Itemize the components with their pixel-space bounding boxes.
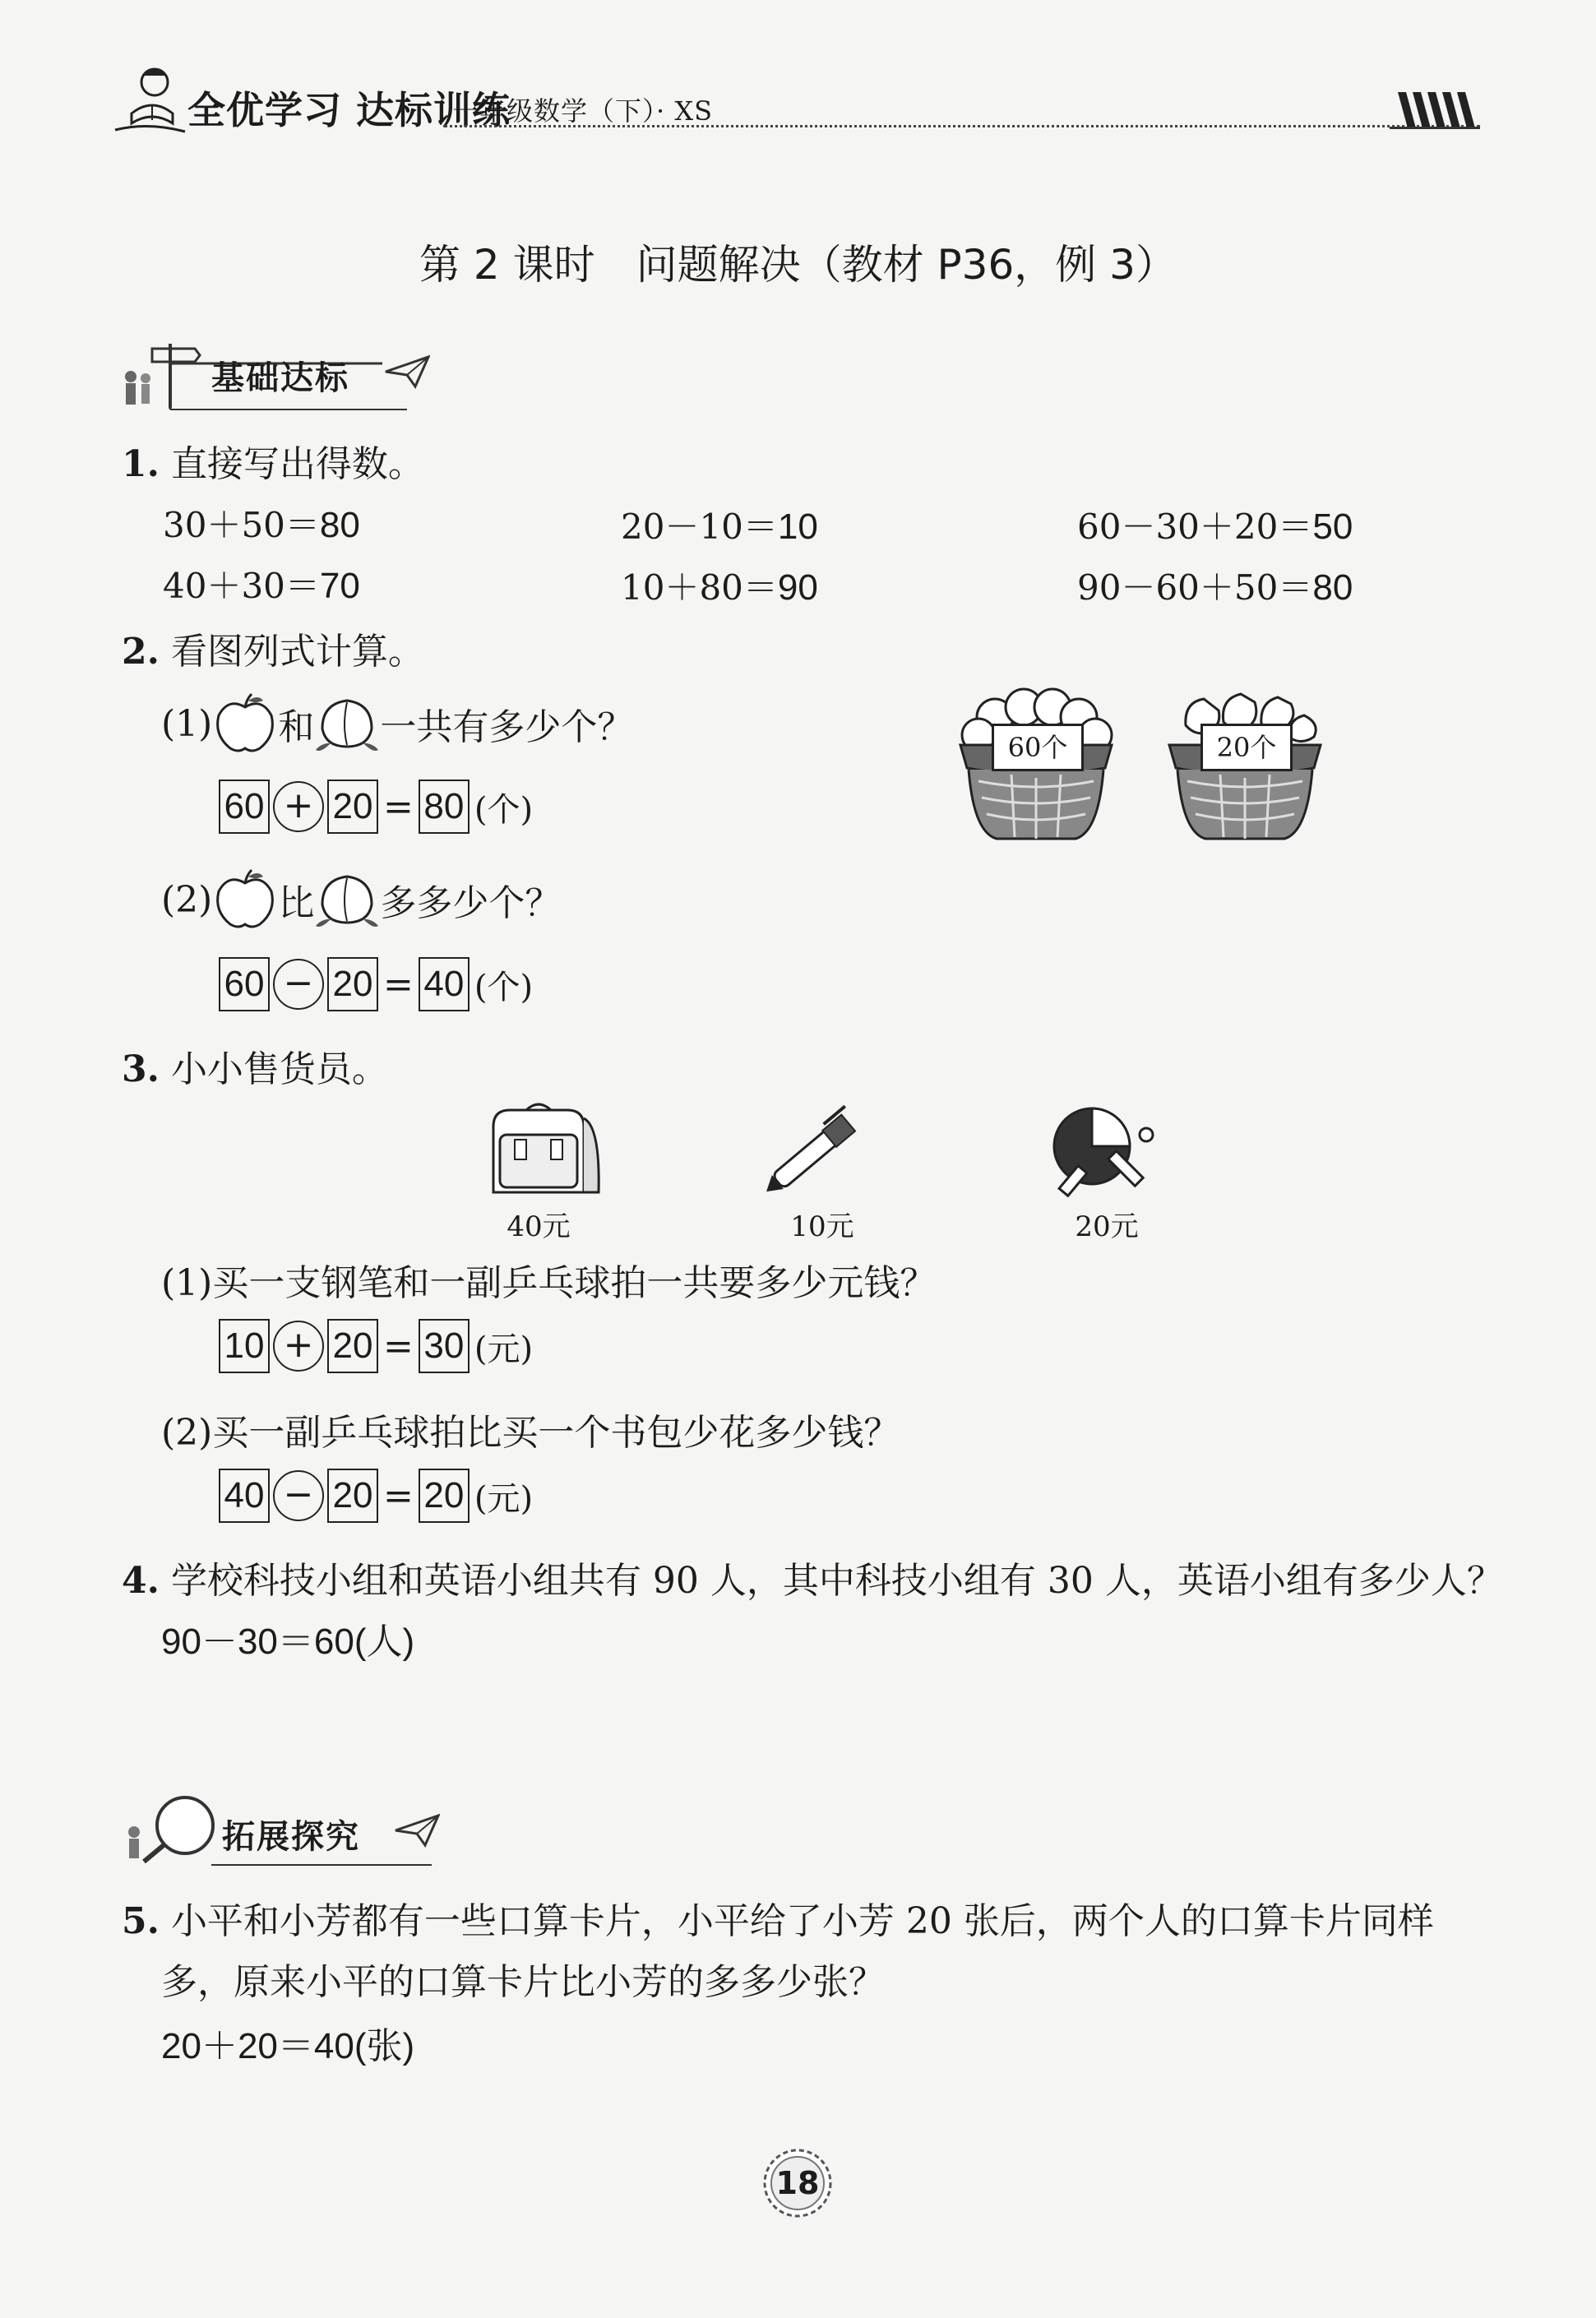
question-4-prompt [122,1551,1503,1603]
basket-label: 60个 [992,724,1084,771]
pen-icon [756,1094,880,1201]
unit-label: (元) [474,1330,534,1368]
magnifier-icon [119,1793,218,1867]
lesson-title: 第 2 课时 问题解决（教材 P36，例 3） [419,241,1177,289]
operator-circle: − [273,959,324,1010]
answer-box: 20 [327,1319,378,1373]
header-stripes-icon [1398,92,1484,128]
unit-label: (个) [474,968,534,1006]
unit-label: (元) [474,1479,534,1518]
answer-box: 20 [419,1469,470,1523]
mental-math-item [1077,500,1353,549]
mental-math-item [621,561,818,610]
math-expression: 90－60＋50＝ [1077,567,1313,608]
answer-box: 60 [219,957,270,1011]
answer-equation-3-1 [219,1319,533,1373]
question-number: 4. [122,1560,160,1602]
brand-title: 全优学习 达标训练 [187,88,511,132]
schoolbag-icon [477,1102,600,1201]
section-title-extension: 拓展探究 [222,1818,360,1856]
answer-box: 60 [219,780,270,834]
question-2-prompt [122,622,424,674]
answer-box: 40 [419,957,470,1011]
answer-box: 30 [419,1319,470,1373]
handwritten-answer: 90 [777,567,818,608]
question-text: 看图列式计算。 [170,631,424,673]
section-banner-basic [119,337,432,411]
equals-sign: = [383,785,414,828]
question-5-prompt [122,1891,1434,1944]
answer-equation-3-2 [219,1469,533,1523]
mental-math-item [621,500,818,549]
handwritten-answer: 90－30＝60(人) [161,1622,415,1662]
equals-sign: = [383,1474,414,1517]
price-label: 20元 [1075,1210,1139,1243]
series-label: 一年级数学（下）· XS [452,95,714,127]
question-text: 一共有多少个？ [380,706,634,748]
answer-box: 20 [327,780,378,834]
math-expression: 10＋80＝ [621,567,778,608]
peach-icon [314,692,380,755]
answer-box: 40 [219,1469,270,1523]
peach-icon [314,868,380,931]
handwritten-answer: 20＋20＝40(张) [161,2026,415,2066]
mental-math-item [1077,561,1353,610]
answer-box: 10 [219,1319,270,1373]
price-label: 40元 [507,1210,571,1243]
apple-basket [954,682,1118,847]
question-number: 1. [122,443,160,485]
question-text: 直接写出得数。 [170,443,424,485]
math-expression: 60－30＋20＝ [1077,507,1313,547]
answer-equation-2-1 [219,780,533,834]
mascot-reading-icon [107,64,189,138]
question-2-part-2 [161,868,561,931]
apple-icon [212,692,278,755]
equals-sign: = [383,1325,414,1367]
handwritten-answer: 70 [319,566,360,606]
ping-pong-paddles-icon [1044,1099,1168,1197]
peach-basket [1163,682,1327,847]
section-banner-extension [119,1793,440,1867]
handwritten-answer: 10 [777,507,818,547]
header-divider [444,125,1480,127]
math-expression: 40＋30＝ [163,566,320,606]
equals-sign: = [383,963,414,1006]
conjunction-text: 比 [278,882,315,924]
operator-circle: + [273,1321,324,1372]
handwritten-answer: 80 [319,505,360,545]
question-5-prompt-continued: 多，原来小平的口算卡片比小芳的多多少张？ [161,1961,885,2003]
price-label: 10元 [790,1210,854,1243]
question-3-prompt [122,1039,388,1092]
part-number: (2) [161,878,213,921]
section-title-basic: 基础达标 [211,359,349,397]
answer-box: 80 [419,780,470,834]
handwritten-answer: 80 [1312,567,1353,608]
question-text: 小小售货员。 [170,1048,388,1090]
question-number: 2. [122,631,160,673]
conjunction-text: 和 [278,706,315,748]
question-text: 多多少个？ [380,882,562,924]
question-number: 3. [122,1048,160,1090]
question-number: 5. [122,1900,160,1942]
math-expression: 30＋50＝ [163,505,320,545]
question-3-part-1: (1)买一支钢笔和一副乒乓球拍一共要多少元钱？ [161,1262,937,1304]
basket-label: 20个 [1200,724,1293,771]
question-text: 小平和小芳都有一些口算卡片，小平给了小芳 20 张后，两个人的口算卡片同样 [170,1900,1434,1942]
mental-math-item [163,559,360,608]
handwritten-answer: 50 [1312,507,1353,547]
unit-label: (个) [474,790,534,829]
question-text: 学校科技小组和英语小组共有 90 人，其中科技小组有 30 人，英语小组有多少人？ [170,1560,1503,1602]
question-3-part-2: (2)买一副乒乓球拍比买一个书包少花多少钱？ [161,1412,900,1454]
header-divider-right [1390,127,1480,129]
answer-box: 20 [327,1469,378,1523]
answer-box: 20 [327,957,378,1011]
part-number: (1) [161,702,213,745]
operator-circle: − [273,1470,324,1521]
operator-circle: + [273,781,324,832]
apple-icon [212,868,278,931]
mental-math-item [163,498,360,548]
page-number: 18 [775,2165,820,2201]
math-expression: 20－10＝ [621,507,778,547]
question-2-part-1 [161,692,633,755]
answer-equation-2-2 [219,957,533,1011]
question-1-prompt [122,434,424,487]
paper-plane-icon [394,1812,440,1848]
paper-plane-icon [384,354,430,390]
